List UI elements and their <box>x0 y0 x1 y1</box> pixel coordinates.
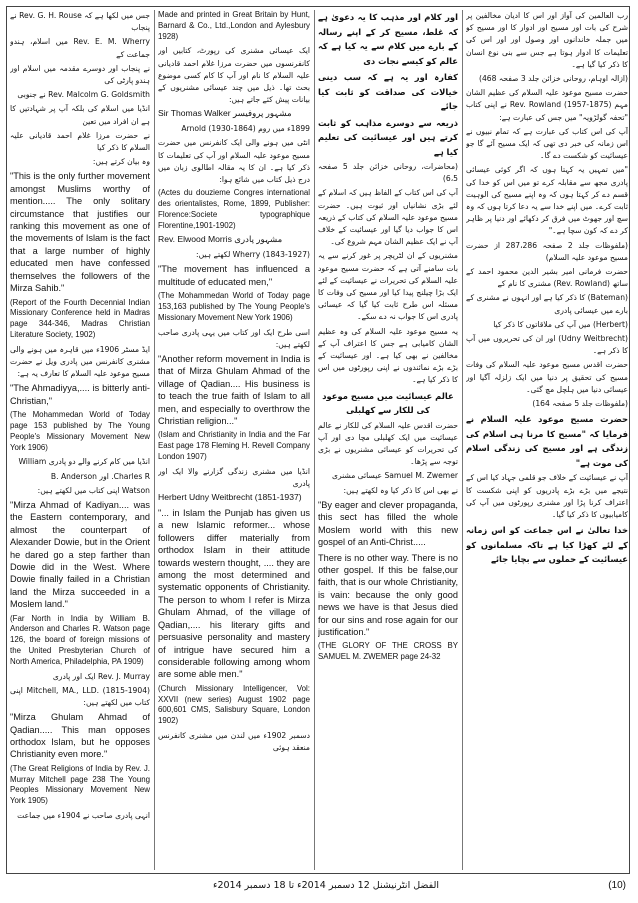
urdu-paragraph: (Mitchell, MA., LLD. (1815-1904 اپنی کتاب میں لکھتے ہیں: <box>10 685 150 707</box>
urdu-citation: (ملفوظات جلد 2 صفحہ 287،286 از حضرت مسیح موعود علیہ السلام) <box>466 240 628 262</box>
urdu-paragraph: ایڈ مسٹر 1906ء میں قاہرہ میں ہونے والی مشنری کانفرنس میں پادری ویل نے حضرت مسیح موعود علیہ السلام کا تعارف یہ ہے: <box>10 344 150 379</box>
urdu-paragraph: یہ مسیح موعود علیہ السلام کی وہ عظیم الشان کامیابی ہے جس کا اعتراف آپ کے مخالفین نے بھی کیا ہے۔ اور عیسائیت کے بڑے بڑے نمائندوں نے اپنی رپورٹوں میں اس کا ذکر کیا ہے۔ <box>318 326 458 385</box>
column-divider <box>462 10 463 870</box>
urdu-paragraph: رب العالمین کی آواز اور اس کا ادیان مخالفین پر شرح کی بات اور مسیح اور ادوار کا اور مسیح کو میں جملہ خاندانوں اور وصول اور اور اس کی تعلیمات کا ادوار ہوتا ہے جس سے بنی نوع انسان کا ذکر کیا گیا ہے۔ <box>466 11 628 69</box>
urdu-paragraph: Samuel M. Zwemer عیسائی مشنری <box>332 471 458 481</box>
urdu-paragraph: مشنریوں کے ان لٹریچر پر غور کرنے سے یہ بات سامنے آتی ہے کہ حضرت مسیح موعود علیہ السلام کی تحریرات نے عیسائیت کے لئے ایک بڑا چیلنج پیدا کیا اور مسیح کی وفات کا مسئلہ اس طرح ثابت کیا گیا کہ عیسائی پادری اس کا جواب نہ دے سکے۔ <box>318 251 458 322</box>
urdu-heading: ذریعہ سے دوسرے مذاہب کو ثابت کرتے ہیں اور عیسائیت کی تعلیم کیا ہے <box>318 117 458 157</box>
urdu-paragraph: (Herbert) میں آپ کی ملاقاتوں کا ذکر کیا <box>493 319 628 329</box>
column-divider <box>154 10 155 870</box>
urdu-paragraph: آپ نے عیسائیت کے خلاف جو قلمی جہاد کیا اس کے نتیجے میں بڑے بڑے پادریوں کو اپنی شکست کا اعتراف کرنا پڑا اور مشنری رپورٹوں میں آپ کی کامیابیوں کا ذکر کیا گیا۔ <box>466 473 628 519</box>
citation: (The Great Religions of India by Rev. J. Murray Mitchell page 238 The Young Peoples Missionary Movement New York 1905) <box>10 763 150 806</box>
page-number: (10) <box>608 880 626 891</box>
urdu-heading: حضرت مسیح موعود علیہ السلام نے فرمایا کہ "مسیح کا مرنا ہی اسلام کی زندگی ہے اور مسیح کی زندگی اسلام کی موت ہے" <box>466 414 628 468</box>
citation: (Far North in India by William B. Anderson and Charles R. Watson page 126, the board of foreign missions of the United Presbyterian Church of North America, Philadelphia, PA 1909) <box>10 613 150 666</box>
citation: (The Mohammedan World of Today page 153,163 published by The Young People's Missionary Movement New York 1906) <box>158 291 310 322</box>
urdu-paragraph: (Bateman) کا ذکر کیا ہے اور انہوں نے مشنری کے بارے میں عیسائی پادری <box>466 293 628 315</box>
name-heading: Rev. Elwood Morris مشہور پادری <box>158 234 283 245</box>
urdu-paragraph: حضرت مسیح موعود علیہ السلام کی عظیم الشان مہم (1875-1957) Rev. Rowland نے اپنی کتاب "تحفہ گولڑویہ" میں جس کی عبارت ہے: <box>466 88 628 122</box>
urdu-paragraph: نے پنجاب اور دوسرے مقدمہ میں اسلام اور ہندو پارٹی کی <box>10 63 150 86</box>
english-quote: "... in Islam the Punjab has given us a new Islamic reformer... whose followers differ materially from orthodox Islam in their attitude towards western thought, .... they are among the most determined and systematic opponents of Christianity. The person to whom I refer is Mirza Ghulam Ahmad, of the village of Qadian,.... his literary gifts and persuasive personality and mastery of intrigue have secured him a considerable following among whom are some able men." <box>158 508 310 680</box>
column-center-left <box>158 10 310 870</box>
name-heading: Sir Thomas Walker مشہور پروفیسر <box>158 108 292 119</box>
urdu-paragraph: حضرت اقدس علیہ السلام کی للکار نے عالم عیسائیت میں ایک کھلبلی مچا دی اور آپ کی تحریرات کو عیسائی مشنریوں نے بڑی توجہ سے پڑھا۔ <box>318 420 458 467</box>
urdu-citation: (ازالہ اوہام، روحانی خزائن جلد 3 صفحہ 468) <box>478 74 628 84</box>
english-quote: There is no other way. There is no other gospel. If this be false,our faith, that is our whole Christianity, is vain: because the only good news we have is that Jesus died for our sins and rose again for our justification." <box>318 552 458 637</box>
citation: (Report of the Fourth Decennial Indian Missionary Conference held in Madras page 344-346, Madras Christian Literature Society, 1902) <box>10 297 150 339</box>
citation: (Actes du douzieme Congres international des orientalistes, Rome, 1899, Publisher: Florence:Societe typographique Florentine,1901-1902) <box>158 188 310 230</box>
urdu-paragraph: Rev. E. M. Wherry میں اسلام، ہندو جماعت کے <box>10 37 150 59</box>
citation: (THE GLORY OF THE CROSS BY SAMUEL M. ZWEMER page 24-32 <box>318 641 458 662</box>
urdu-paragraph: Charles R. اور B. Anderson <box>50 471 150 481</box>
column-divider <box>314 10 315 870</box>
page-footer <box>6 876 630 898</box>
name-heading: Herbert Udny Weitbrecht (1851-1937) <box>158 492 302 503</box>
citation: Made and printed in Great Britain by Hunt, Barnard & Co., Ltd.,London and Aylesbury 1928) <box>158 10 310 41</box>
citation: (The Mohammedan World of Today page 153 published by The Young People's Missionary Movement New York 1906) <box>10 410 150 452</box>
urdu-heading: کفارہ اور یہ ہے کہ سب دینی خیالات کی صداقت کو ثابت کیا جائے <box>318 72 458 111</box>
urdu-heading: خدا تعالیٰ نے اس جماعت کو اس زمانہ کے لئے کھڑا کیا ہے تاکہ مسلمانوں کو عیسائیت کے حملوں سے بچایا جائے <box>466 525 628 565</box>
citation: (Islam and Christianity in India and the Far East page 178 Fleming H. Revell Company London 1907) <box>158 430 310 462</box>
section-heading: عالم عیسائیت میں مسیح موعود کی للکار سے کھلبلی <box>322 390 454 416</box>
english-quote: "This is the only further movement amongst Muslims worthy of mention..... The only solitary circumstance that justifies our ranking this movement as one of the movements of Islam is the fact that a large number of highly educated men have confessed themselves the followers of the Mirza Sahib." <box>10 171 150 294</box>
urdu-paragraph: نے حضرت مرزا غلام احمد قادیانی علیہ السلام کا ذکر کیا <box>10 130 150 153</box>
urdu-paragraph: ایک عیسائی مشنری کی رپورٹ، کتابیں اور کانفرنسوں میں حضرت مرزا غلام احمد قادیانی علیہ السلام کا نام اور آپ کا کام کسی موضوع بحث تھا۔ ذیل میں چند عیسائی مشنریوں کے بیانات پیش کئے جاتے ہیں: <box>158 46 310 105</box>
urdu-paragraph: آپ کی اس کتاب کے الفاظ ہیں کہ اسلام کے لئے بڑی نشانیاں اور ثبوت ہیں۔ حضرت مسیح موعود علیہ السلام کی کتاب کے ذریعہ اس کا جواب دیا گیا اور عیسائیت کے خلاف آپ نے ایک عظیم الشان مہم شروع کی۔ <box>318 188 458 247</box>
urdu-paragraph: Rev. Malcolm G. Goldsmith نے جنوبی <box>17 90 150 100</box>
english-quote: "The Ahmadiyya,.... is bitterly anti-Christian," <box>10 383 150 406</box>
urdu-paragraph: انڈیا میں کام کرنے والے دو پادری William <box>18 457 150 467</box>
english-quote: "The movement has influenced a multitude of educated men," <box>158 264 310 287</box>
urdu-paragraph: اسی طرح ایک اور کتاب میں یہی پادری صاحب لکھتے ہیں: <box>158 327 310 349</box>
column-right <box>466 10 628 870</box>
urdu-paragraph: حضرت فرمانی امیر بشیر الدین محمود احمد کے ساتھ (Rev. Rowland) مشنری کا نام کے <box>466 267 628 289</box>
urdu-paragraph: انٹی میں ہونے والی ایک کانفرنس میں حضرت مسیح موعود علیہ السلام اور آپ کی تعلیمات کا ذکر کیا ہے۔ ان کا یہ مقالہ اطالوی زبان میں درج ذیل کتاب میں شائع ہوا: <box>158 138 310 185</box>
urdu-citation: (محاضرات، روحانی خزائن جلد 5 صفحہ 6،5) <box>318 162 458 184</box>
column-left <box>10 10 150 870</box>
issue-date-line: الفضل انٹرنیشنل 12 دسمبر 2014ء تا 18 دسمبر 2014ء <box>212 880 440 891</box>
urdu-paragraph: حضرت اقدس مسیح موعود علیہ السلام کی وفات مسیح کی تحقیق پر دنیا میں ایک زلزلہ آگیا اور عیسائی دنیا میں ہلچل مچ گئی۔ <box>466 360 628 394</box>
citation: (Church Missionary Intelligencer, Vol: XXVII (new series) August 1902 page 600,601 CMS, Salisbury Square, London 1902) <box>158 683 310 726</box>
urdu-paragraph: "میں تمہیں یہ کہتا ہوں کہ اگر کوئی عیسائی پادری مجھ سے مقابلہ کرے تو میں اس کو خدا کی قسم دے کر کہتا ہوں کہ وہ اپنے مسیح کی الوہیت ثابت کرے۔ میں اپنے خدا سے یہ دعا کرتا ہوں کہ وہ سچ اور جھوٹ میں فرق کر دکھائے اور دنیا پر ظاہر کر دے کہ کون سچا ہے۔" <box>466 165 628 236</box>
urdu-paragraph: نے بھی اس کا ذکر کیا وہ لکھتے ہیں: <box>343 485 458 495</box>
english-quote: "Mirza Ghulam Ahmad of Qadian..... This man opposes orthodox Islam, but he opposes Christianity even more." <box>10 712 150 760</box>
urdu-paragraph: Rev. J. Murray ایک اور پادری <box>52 671 150 681</box>
column-center-right <box>318 10 458 870</box>
urdu-paragraph: آپ کی اس کتاب کی عبارت ہے کہ تمام نبیوں نے اس زمانہ کی خبر دی تھی کہ ایک مسیح آئے گا جو عیسائیت کو شکست دے گا۔ <box>466 126 628 161</box>
urdu-paragraph: انڈیا میں مشنری زندگی گزارنے والا ایک اور پادری <box>158 466 310 489</box>
urdu-paragraph: دسمبر 1902ء میں لندن میں مشنری کانفرنس منعقد ہوئی <box>158 730 310 753</box>
urdu-paragraph: 1899ء میں روم (1864-1930) Arnold <box>181 124 310 134</box>
english-quote: "Mirza Ahmad of Kadiyan.... was the Eastern contemporary, and almost the counterpart of Alexander Dowie, but in the Orient he dared go a step farther than Dowie did in the West. Where Dowie finally failed in a Christian land the Mirza succeeded in a Moslem land." <box>10 499 150 610</box>
urdu-heading: اور کلام اور مذہب کا یہ دعویٰ ہے کہ غلط، مسیح کر کے اپنے رسالہ کے بارے میں کلام سے یہ کیا ہے کہ عالم کو کیسے نجات دی <box>318 12 458 66</box>
urdu-paragraph: وہ بیان کرتے ہیں: <box>92 157 150 167</box>
urdu-paragraph: Watson اپنی کتاب میں لکھتے ہیں: <box>37 485 150 495</box>
urdu-paragraph: (Udny Weitbrecht) اور ان کی تحریروں میں آپ کا ذکر ہے۔ <box>466 334 628 356</box>
urdu-paragraph: جس میں لکھا ہے کہ Rev. G. H. Rouse نے پنجاب <box>10 11 150 33</box>
english-quote: "By eager and clever propaganda, this sect has filled the whole Moslem world with this new gospel of an Anti-Christ..... <box>318 499 458 548</box>
urdu-paragraph: انہی پادری صاحب نے 1904ء میں جماعت <box>17 810 150 820</box>
urdu-citation: (ملفوظات جلد 5 صفحہ 164) <box>532 399 628 409</box>
urdu-paragraph: Wherry (1843-1927) لکھتے ہیں: <box>196 250 310 260</box>
english-quote: "Another reform movement in India is that of Mirza Ghulam Ahmad of the village of Qadian.... His business is to teach the true faith of Islam to all men, and especially to overthrow the Christian religion..." <box>158 354 310 427</box>
urdu-paragraph: انڈیا میں اسلام کی بلکہ آپ پر شہادتیں کا ہے ان افراد میں تعین <box>10 104 150 126</box>
